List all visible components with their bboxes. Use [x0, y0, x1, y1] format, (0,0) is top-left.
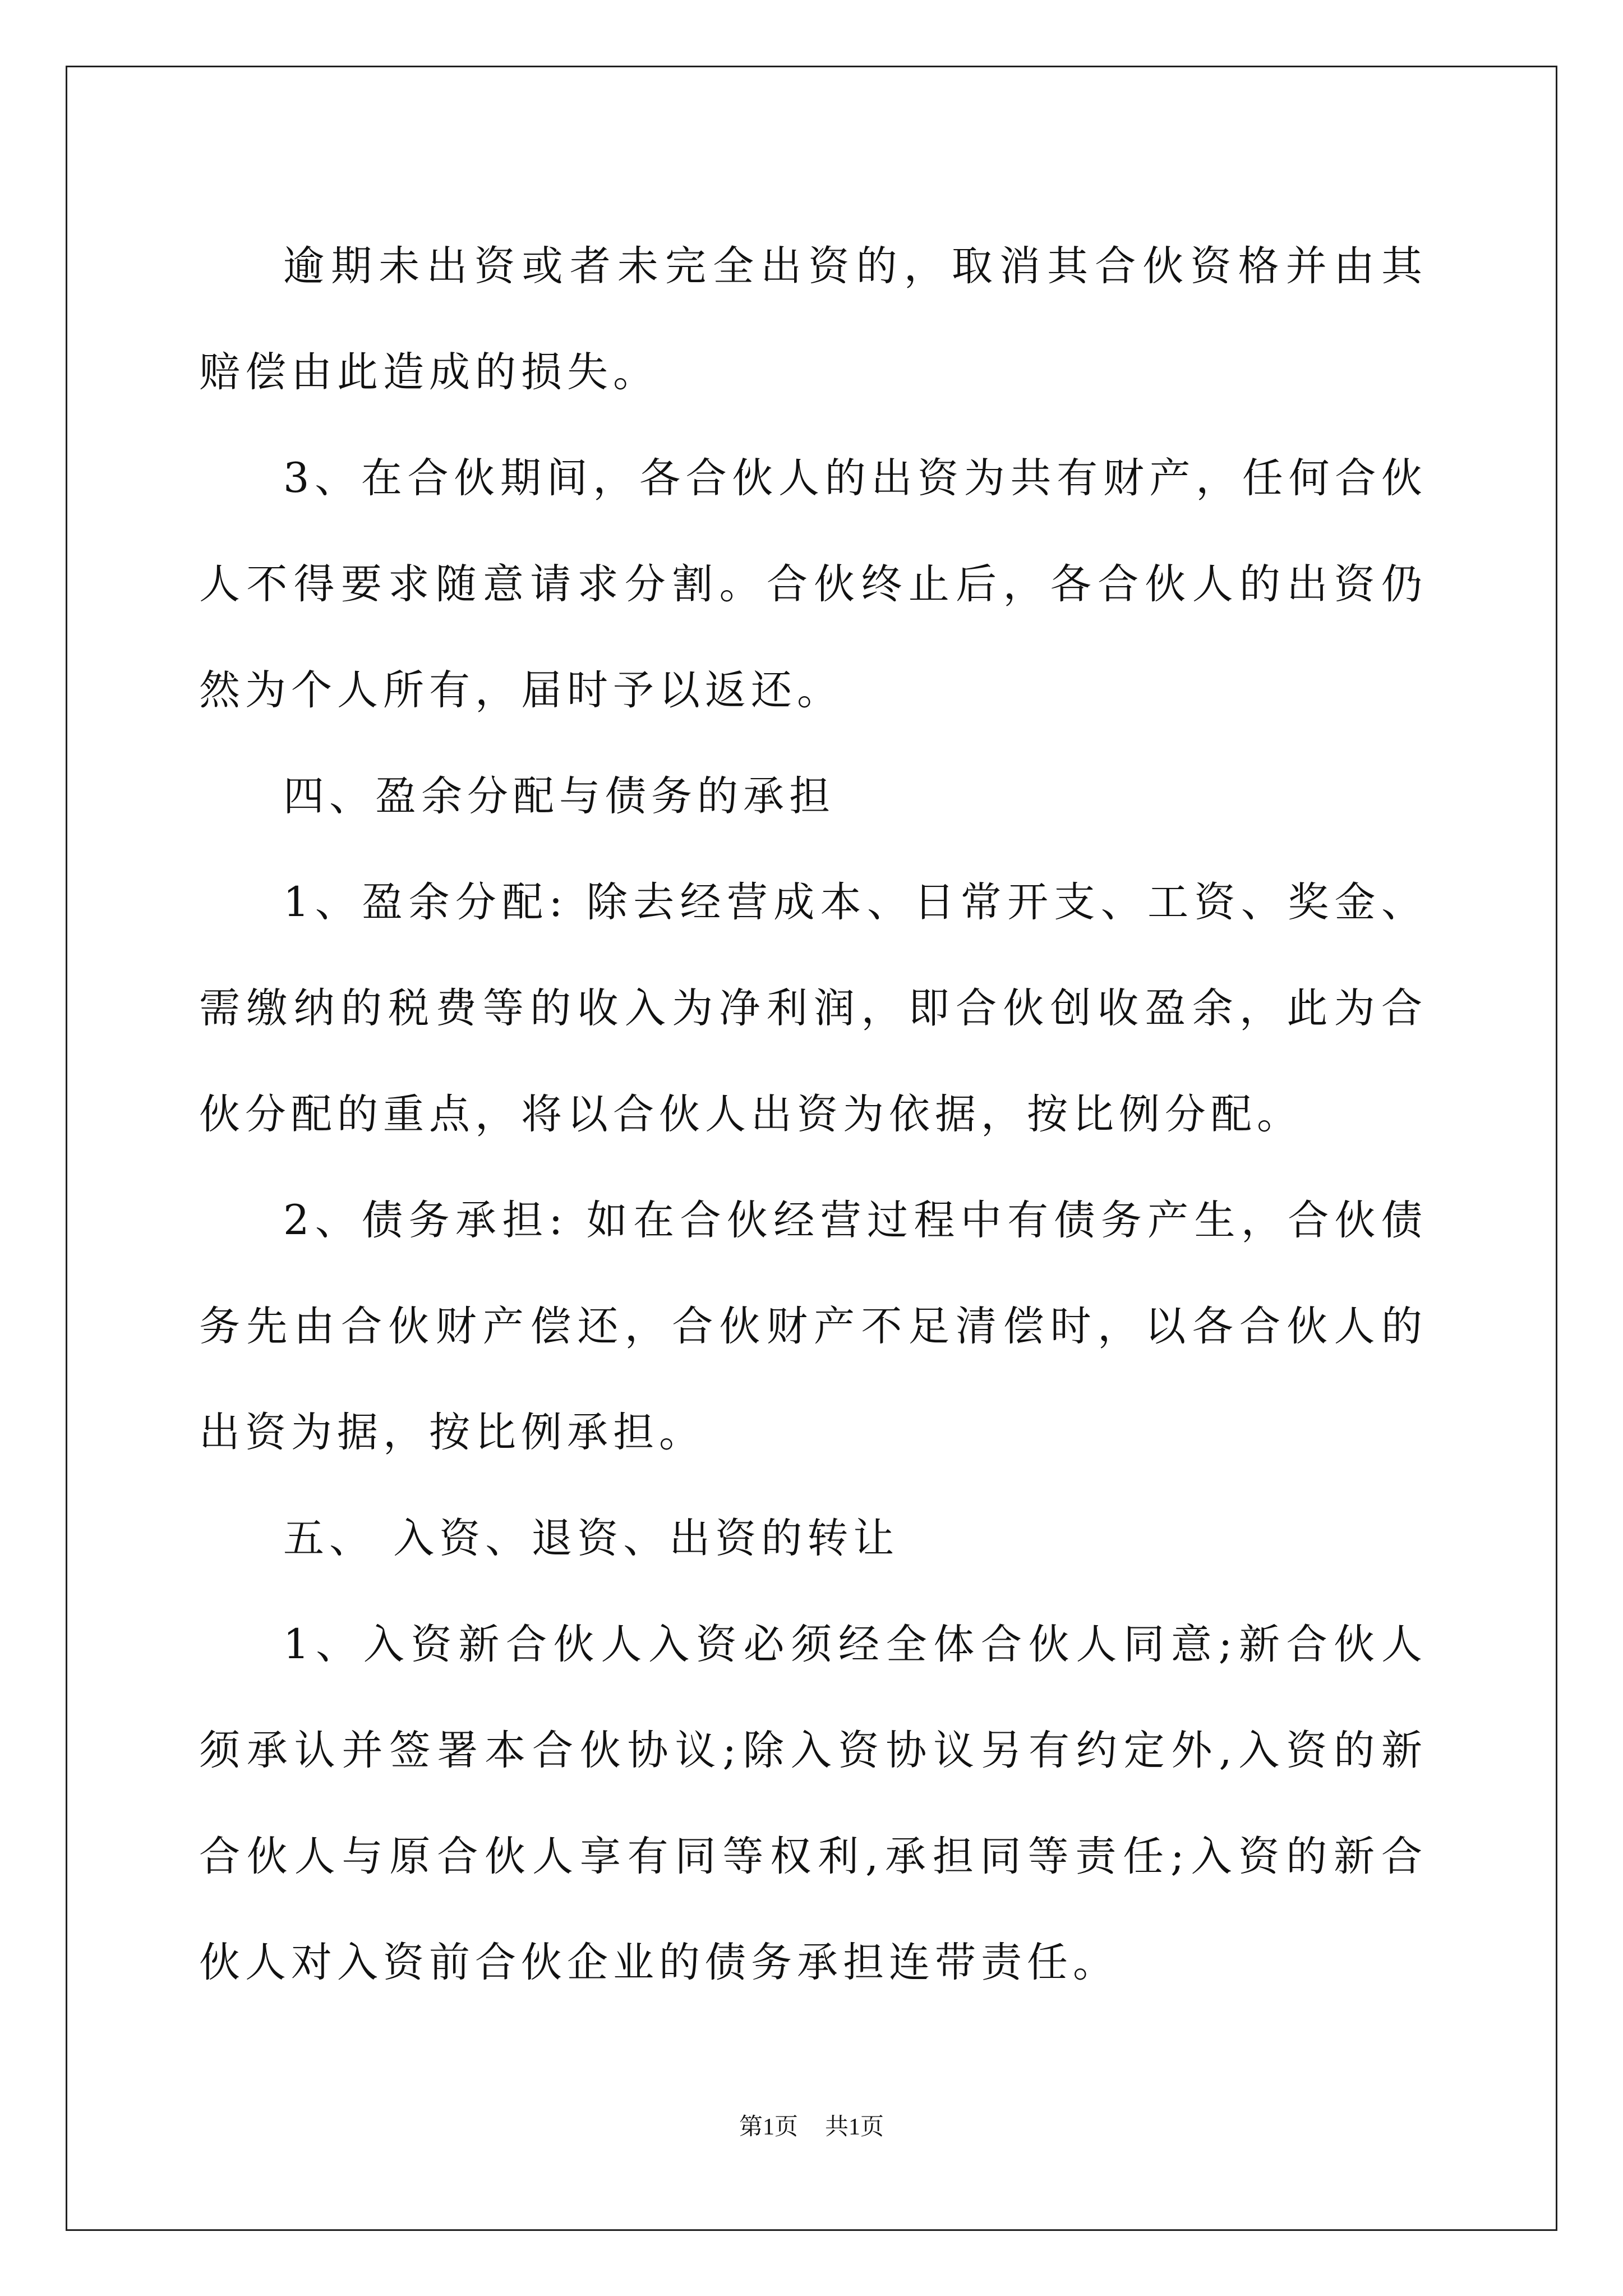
paragraph: 3、在合伙期间，各合伙人的出资为共有财产，任何合伙人不得要求随意请求分割。合伙终止后，各合伙人的出资仍然为个人所有，届时予以返还。 — [199, 454, 1427, 714]
paragraph: 1、入资新合伙人入资必须经全体合伙人同意;新合伙人须承认并签署本合伙协议;除入资协议另有约定外,入资的新合伙人与原合伙人享有同等权利,承担同等责任;入资的新合伙人对入资前合伙企业的债务承担连带责任。 — [199, 1621, 1427, 1986]
page-total: 共1页 — [825, 2114, 884, 2140]
page-footer — [0, 2108, 1623, 2142]
section-heading: 五、 入资、退资、出资的转让 — [283, 1515, 900, 1562]
section-heading: 四、盈余分配与债务的承担 — [283, 772, 835, 820]
paragraph: 逾期未出资或者未完全出资的，取消其合伙资格并由其赔偿由此造成的损失。 — [199, 242, 1427, 396]
document-body — [199, 213, 1427, 2016]
paragraph: 2、债务承担: 如在合伙经营过程中有债务产生，合伙债务先由合伙财产偿还，合伙财产不足清偿时，以各合伙人的出资为据，按比例承担。 — [199, 1197, 1427, 1456]
page-number: 第1页 — [739, 2114, 798, 2140]
paragraph: 1、盈余分配: 除去经营成本、日常开支、工资、奖金、需缴纳的税费等的收入为净利润，即合伙创收盈余，此为合伙分配的重点，将以合伙人出资为依据，按比例分配。 — [199, 878, 1427, 1138]
